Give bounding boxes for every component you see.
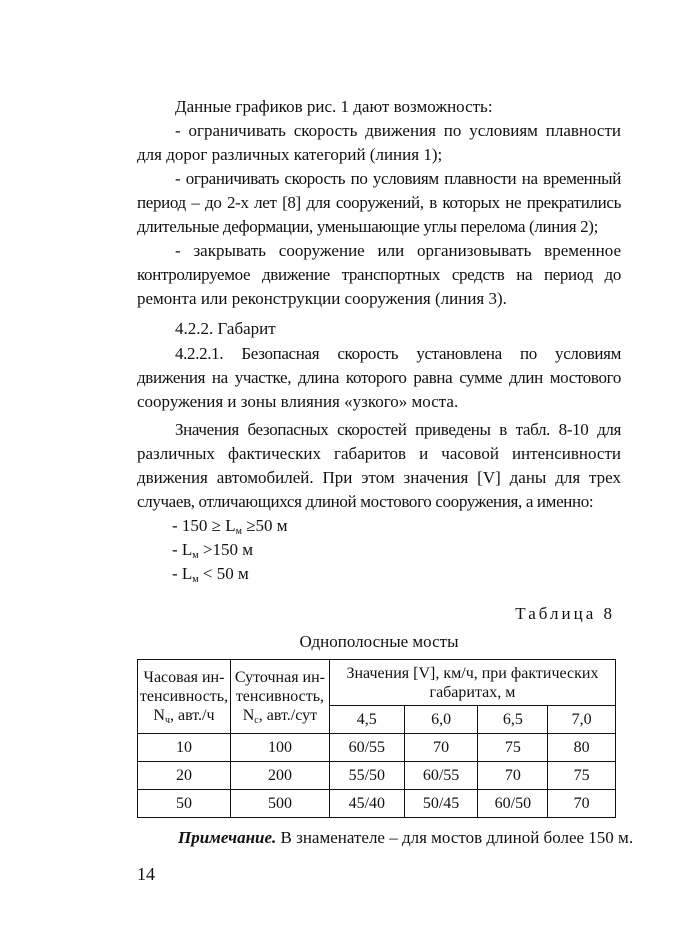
header-width: 6,5 (478, 706, 548, 734)
text-line: движения на участке, длина которого равна сумме длин мостового (137, 368, 621, 387)
cell: 500 (230, 790, 329, 818)
text-line: движения автомобилей. При этом значения [V] даны для трех (137, 468, 621, 487)
cell: 60/55 (329, 734, 404, 762)
cell: 75 (478, 734, 548, 762)
table-row (138, 790, 616, 818)
cell: 100 (230, 734, 329, 762)
header-width: 6,0 (404, 706, 478, 734)
text-line: Данные графиков рис. 1 дают возможность: (175, 97, 493, 116)
header-hourly: Часовая ин-тенсивность, $N_ч$, авт./ч (138, 660, 231, 734)
cell: 50 (138, 790, 231, 818)
text-line: - закрывать сооружение или организовывать временное (175, 241, 621, 260)
text-line: - ограничивать скорость движения по условиям плавности (175, 121, 621, 140)
cell: 200 (230, 762, 329, 790)
text-line: 4.2.2.1. Безопасная скорость установлена по условиям (175, 344, 621, 363)
table-label: Таблица 8 (515, 604, 615, 623)
text-line: длительные деформации, уменьшающие углы перелома (линия 2); (137, 217, 598, 236)
cell: 70 (548, 790, 616, 818)
cell: 80 (548, 734, 616, 762)
text-line: различных фактических габаритов и часовой интенсивности (137, 444, 621, 463)
text-line: для дорог различных категорий (линия 1); (137, 145, 443, 164)
table-row (138, 734, 616, 762)
cell: 60/55 (404, 762, 478, 790)
page-number: 14 (137, 864, 155, 884)
list-item: - $L_м >150$ м (172, 540, 253, 561)
text-line: период – до 2-х лет [8] для сооружений, в которых не прекратились (137, 193, 621, 212)
text-line: контролируемое движение транспортных средств на период до (137, 265, 621, 284)
section-heading: 4.2.2. Габарит (175, 319, 276, 338)
header-values: Значения [V], км/ч, при фактических габаритах, м (329, 660, 615, 706)
list-item: - $L_м < 50$ м (172, 564, 249, 585)
cell: 10 (138, 734, 231, 762)
table-row (138, 762, 616, 790)
text-line: ремонта или реконструкции сооружения (линия 3). (137, 289, 507, 308)
header-width: 4,5 (329, 706, 404, 734)
cell: 45/40 (329, 790, 404, 818)
text-line: Значения безопасных скоростей приведены в табл. 8-10 для (175, 420, 621, 439)
cell: 20 (138, 762, 231, 790)
text-line: случаев, отличающихся длиной мостового сооружения, а именно: (137, 492, 594, 511)
cell: 55/50 (329, 762, 404, 790)
table-title: Однополосные мосты (299, 632, 459, 651)
cell: 60/50 (478, 790, 548, 818)
header-daily: Суточная ин-тенсивность, $N_с$, авт./сут (230, 660, 329, 734)
cell: 50/45 (404, 790, 478, 818)
text-line: - ограничивать скорость по условиям плавности на временный (175, 169, 621, 188)
list-item: - $150 \ge L_м \ge 50$ м (172, 516, 288, 537)
header-width: 7,0 (548, 706, 616, 734)
speed-table (137, 659, 616, 818)
table-note: Примечание. В знаменателе – для мостов длиной более 150 м. (178, 828, 634, 847)
text-line: сооружения и зоны влияния «узкого» моста. (137, 392, 459, 411)
cell: 75 (548, 762, 616, 790)
cell: 70 (404, 734, 478, 762)
cell: 70 (478, 762, 548, 790)
